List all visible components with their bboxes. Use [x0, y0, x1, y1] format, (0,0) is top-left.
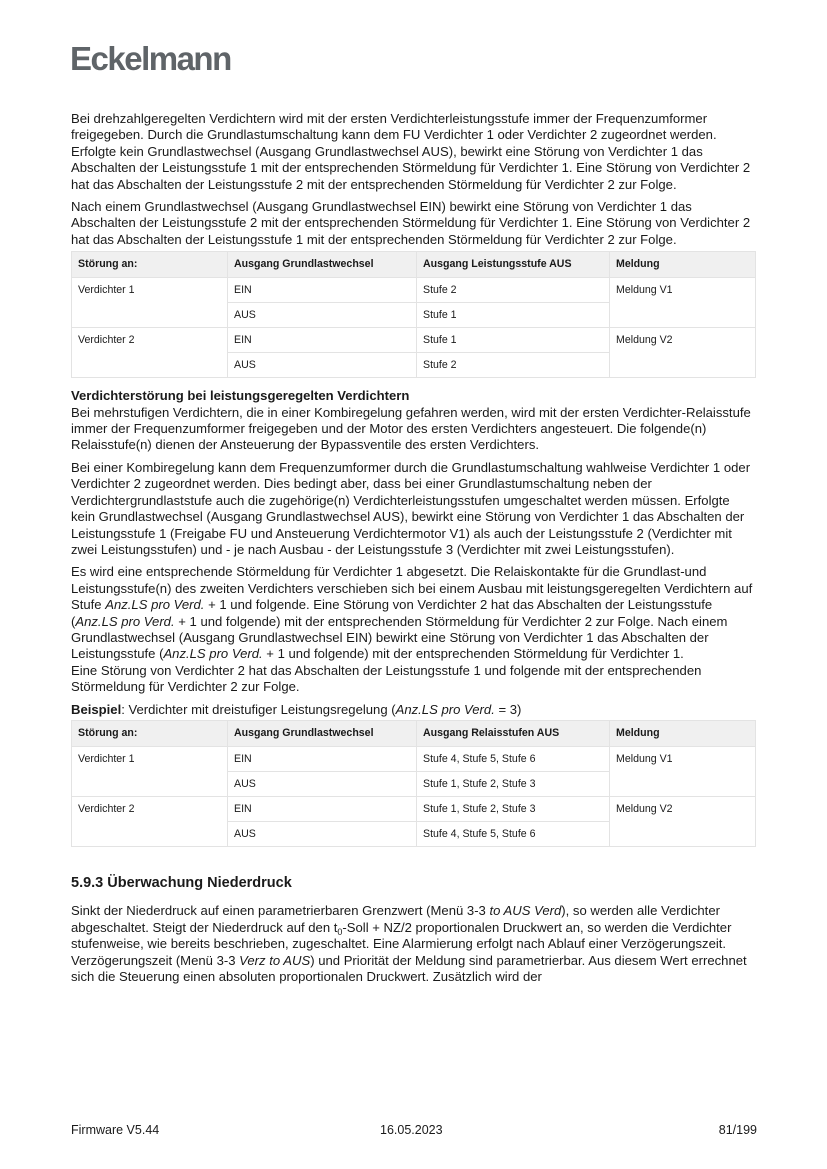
- page-number: 81/199: [718, 1123, 757, 1137]
- cell-grundlast: EIN: [228, 278, 417, 303]
- table-row: [72, 328, 756, 353]
- cell-stoerung: Verdichter 1: [72, 746, 228, 796]
- section-subheading: Verdichterstörung bei leistungsgeregelten Verdichtern: [71, 388, 410, 404]
- page-content: [71, 111, 757, 991]
- document-date: 16.05.2023: [380, 1123, 443, 1137]
- cell-grundlast: AUS: [228, 303, 417, 328]
- firmware-version: Firmware V5.44: [71, 1123, 160, 1137]
- fault-table-capacity-controlled: [71, 720, 756, 847]
- cell-ausgang: Stufe 1, Stufe 2, Stufe 3: [417, 796, 610, 821]
- cell-ausgang: Stufe 4, Stufe 5, Stufe 6: [417, 746, 610, 771]
- section2-paragraph-1: Bei mehrstufigen Verdichtern, die in einer Kombiregelung gefahren werden, wird mit der ersten Verdichter-Relaisstufe immer der Frequenzumformer freigegeben und der Motor des ersten Verdichters angesteuert. Die folgende(n) Relaisstufe(n) dienen der Ansteuerung der Bypassventile des ersten Verdichters.: [71, 404, 751, 453]
- parameter-name: Anz.LS pro Verd.: [163, 646, 263, 662]
- example-line: Beispiel: Verdichter mit dreistufiger Leistungsregelung (Anz.LS pro Verd. = 3): [71, 701, 522, 717]
- column-header: Ausgang Grundlastwechsel: [228, 720, 417, 746]
- column-header: Ausgang Leistungsstufe AUS: [417, 252, 610, 278]
- cell-grundlast: EIN: [228, 328, 417, 353]
- cell-ausgang: Stufe 1: [417, 328, 610, 353]
- section2-paragraph-2: Bei einer Kombiregelung kann dem Frequenzumformer durch die Grundlastumschaltung wahlweise Verdichter 1 oder Verdichter 2 zugeordnet werden. Dies bedingt aber, dass bei einer Grundlastumschaltung neben der Verdichtergrundlaststufe auch die zugehörige(n) Verdichterleistungsstufen umgeschaltet werden müssen. Erfolgte kein Grundlastwechsel (Ausgang Grundlastwechsel AUS), bewirkt eine Störung von Verdichter 1 das Abschalten der Leistungsstufe 1 (Freigabe FU und Ansteuerung Verdichtermotor V1) als auch der Leistungsstufe 2 (Verdichter mit zwei Leistungsstufen) und - je nach Ausbau - der Leistungsstufe 3 (Verdichter mit zwei Leistungsstufen).: [71, 459, 751, 557]
- cell-grundlast: AUS: [228, 353, 417, 378]
- column-header: Meldung: [610, 252, 756, 278]
- cell-grundlast: AUS: [228, 771, 417, 796]
- cell-stoerung: Verdichter 2: [72, 328, 228, 378]
- cell-grundlast: EIN: [228, 796, 417, 821]
- cell-ausgang: Stufe 4, Stufe 5, Stufe 6: [417, 821, 610, 846]
- fault-table-speed-controlled: [71, 251, 756, 378]
- column-header: Ausgang Grundlastwechsel: [228, 252, 417, 278]
- section2-paragraph-4: Eine Störung von Verdichter 2 hat das Abschalten der Leistungsstufe 1 und folgende mit der entsprechenden Störmeldung für Verdichter 2 zur Folge.: [71, 662, 702, 695]
- table-header-row: [72, 252, 756, 278]
- table-row: [72, 746, 756, 771]
- section2-paragraph-3: Es wird eine entsprechende Störmeldung für Verdichter 1 abgesetzt. Die Relaiskontakte für die Grundlast-und Leistungsstufe(n) des zweiten Verdichters verschieben sich bei einem Ausbau mit leistungsgeregelten Verdichtern auf Stufe Anz.LS pro Verd. + 1 und folgende. Eine Störung von Verdichter 2 hat das Abschalten der Leistungsstufe (Anz.LS pro Verd. + 1 und folgende) mit der entsprechenden Störmeldung für Verdichter 2 zur Folge. Nach einem Grundlastwechsel (Ausgang Grundlastwechsel EIN) bewirkt eine Störung von Verdichter 1 das Abschalten der Leistungsstufe (Anz.LS pro Verd. + 1 und folgende) mit der entsprechenden Störmeldung für Verdichter 1.: [71, 564, 753, 662]
- column-header: Störung an:: [72, 252, 228, 278]
- parameter-name: Anz.LS pro Verd.: [75, 613, 175, 629]
- intro-paragraph-2: Nach einem Grundlastwechsel (Ausgang Grundlastwechsel EIN) bewirkt eine Störung von Verdichter 1 das Abschalten der Leistungsstufe 2 mit der entsprechenden Störmeldung für Verdichter 1. Eine Störung von Verdichter 2 hat das Abschalten der Leistungsstufe 1 mit der entsprechenden Störmeldung für Verdichter 2 zur Folge.: [71, 199, 751, 247]
- table-row: [72, 278, 756, 303]
- cell-stoerung: Verdichter 2: [72, 796, 228, 846]
- table-row: [72, 796, 756, 821]
- cell-meldung: Meldung V1: [610, 278, 756, 328]
- eckelmann-logo: Eckelmann: [70, 40, 231, 77]
- cell-ausgang: Stufe 1, Stufe 2, Stufe 3: [417, 771, 610, 796]
- column-header: Meldung: [610, 720, 756, 746]
- parameter-name: Anz.LS pro Verd.: [105, 597, 205, 613]
- cell-meldung: Meldung V2: [610, 328, 756, 378]
- table-header-row: [72, 720, 756, 746]
- cell-grundlast: EIN: [228, 746, 417, 771]
- intro-paragraph-1: Bei drehzahlgeregelten Verdichtern wird mit der ersten Verdichterleistungsstufe immer der Frequenzumformer freigegeben. Durch die Grundlastumschaltung kann dem FU Verdichter 1 oder Verdichter 2 zugeordnet werden. Erfolgte kein Grundlastwechsel (Ausgang Grundlastwechsel AUS), bewirkt eine Störung von Verdichter 1 das Abschalten der Leistungsstufe 1 mit der entsprechenden Störmeldung für Verdichter 1. Eine Störung von Verdichter 2 hat das Abschalten der Leistungsstufe 2 mit der entsprechenden Störmeldung für Verdichter 2 zur Folge.: [71, 111, 751, 192]
- section3-paragraph: Sinkt der Niederdruck auf einen parametrierbaren Grenzwert (Menü 3-3 to AUS Verd), so werden alle Verdichter abgeschaltet. Steigt der Niederdruck auf den $t_0$-Soll + NZ/2 proportionalen Druckwert an, so werden die Verdichter stufenweise, wie bereits beschrieben, zugeschaltet. Eine Alarmierung erfolgt nach Ablauf einer Verzögerungszeit. Verzögerungszeit (Menü 3-3 Verz to AUS) und Priorität der Meldung sind parametrierbar. Aus diesem Wert errechnet sich die Steuerung einen absoluten proportionalen Druckwert. Zusätzlich wird der: [71, 903, 747, 984]
- cell-ausgang: Stufe 2: [417, 353, 610, 378]
- cell-meldung: Meldung V1: [610, 746, 756, 796]
- parameter-name: Anz.LS pro Verd.: [395, 701, 495, 717]
- column-header: Störung an:: [72, 720, 228, 746]
- cell-grundlast: AUS: [228, 821, 417, 846]
- section-heading: 5.9.3 Überwachung Niederdruck: [71, 874, 292, 891]
- cell-ausgang: Stufe 2: [417, 278, 610, 303]
- cell-meldung: Meldung V2: [610, 796, 756, 846]
- example-label: Beispiel: [71, 701, 122, 717]
- cell-ausgang: Stufe 1: [417, 303, 610, 328]
- column-header: Ausgang Relaisstufen AUS: [417, 720, 610, 746]
- cell-stoerung: Verdichter 1: [72, 278, 228, 328]
